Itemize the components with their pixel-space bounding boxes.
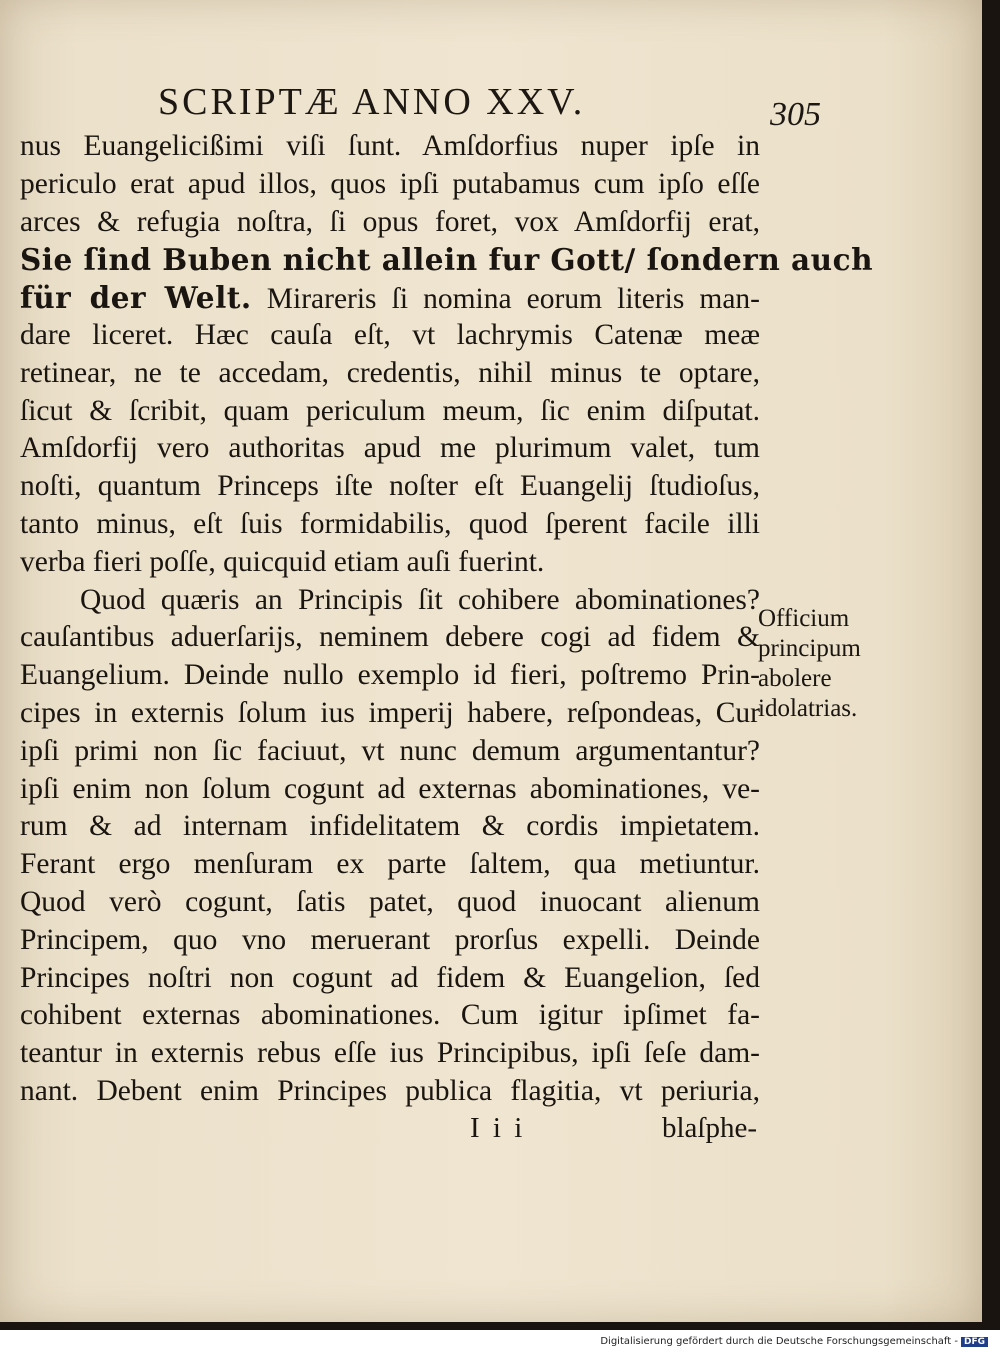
text-line: cipes in externis ſolum ius imperij habere, reſpondeas, Cur xyxy=(20,696,760,729)
german-quote-line: Sie ſind Buben nicht allein fur Gott/ ſondern auch xyxy=(20,242,874,278)
digitization-credit xyxy=(600,1336,988,1347)
text-line: Amſdorfij vero authoritas apud me plurimum valet, tum xyxy=(20,432,760,465)
text-line: tanto minus, eſt ſuis formidabilis, quod ſperent facile illi xyxy=(20,507,760,540)
text-line: Principes noſtri non cogunt ad fidem & Euangelion, ſed xyxy=(20,961,760,994)
text-line: Quod verò cogunt, ſatis patet, quod inuocant alienum xyxy=(20,885,760,918)
signature-mark: I i i xyxy=(470,1112,526,1144)
marginal-line: idolatrias. xyxy=(758,695,858,722)
text-line-mixed xyxy=(20,279,760,317)
text-line: teantur in externis rebus eſſe ius Principibus, ipſi ſeſe dam- xyxy=(20,1037,760,1070)
text-line: nus Euangelicißimi viſi ſunt. Amſdorfius nuper ipſe in xyxy=(20,130,760,162)
credit-text: Digitalisierung gefördert durch die Deutsche Forschungsgemeinschaft - xyxy=(600,1336,958,1347)
text-line: Euangelium. Deinde nullo exemplo id fieri, poſtremo Prin- xyxy=(20,659,760,692)
dfg-logo: DFG xyxy=(961,1337,988,1347)
text-line: ipſi enim non ſolum cogunt ad externas abominationes, ve- xyxy=(20,772,760,805)
text-line: cohibent externas abominationes. Cum igitur ipſimet fa- xyxy=(20,999,760,1032)
text-line: dare liceret. Hæc cauſa eſt, vt lachrymis Catenæ meæ xyxy=(20,318,760,351)
text-fragment: Mirareris ſi nomina eorum literis man- xyxy=(266,283,761,316)
text-line: cauſantibus aduerſarijs, neminem debere cogi ad fidem & xyxy=(20,621,760,654)
text-line: nant. Debent enim Principes publica flagitia, vt periuria, xyxy=(20,1074,760,1107)
text-line: periculo erat apud illos, quos ipſi putabamus cum ipſo eſſe xyxy=(20,167,760,200)
text-line: Principem, quo vno meruerant prorſus expelli. Deinde xyxy=(20,923,760,956)
marginal-line: Officium xyxy=(758,605,850,632)
marginal-note xyxy=(758,604,888,724)
running-title: SCRIPTÆ ANNO XXV. xyxy=(158,81,586,123)
catchword: blaſphe- xyxy=(662,1112,758,1144)
marginal-line: abolere xyxy=(758,665,832,692)
german-quote-end: für der Welt. xyxy=(20,280,252,316)
text-line: arces & refugia noſtra, ſi opus foret, vox Amſdorfij erat, xyxy=(20,205,760,238)
page-number: 305 xyxy=(770,96,821,133)
text-line: verba fieri poſſe, quicquid etiam auſi fuerint. xyxy=(20,545,545,578)
text-line: noſti, quantum Princeps iſte noſter eſt Euangelij ſtudioſus, xyxy=(20,470,760,503)
text-line: ſicut & ſcribit, quam periculum meum, ſic enim diſputat. xyxy=(20,394,760,427)
marginal-line: principum xyxy=(758,635,861,662)
text-line: retinear, ne te accedam, credentis, nihil minus te optare, xyxy=(20,356,760,389)
text-line: Ferant ergo menſuram ex parte ſaltem, qua metiuntur. xyxy=(20,848,760,881)
paragraph-start-line: Quod quæris an Principis ſit cohibere abominationes? xyxy=(80,583,760,616)
text-line: ipſi primi non ſic faciuut, vt nunc demum argumentantur? xyxy=(20,734,760,767)
text-line: rum & ad internam infidelitatem & cordis impietatem. xyxy=(20,810,760,843)
